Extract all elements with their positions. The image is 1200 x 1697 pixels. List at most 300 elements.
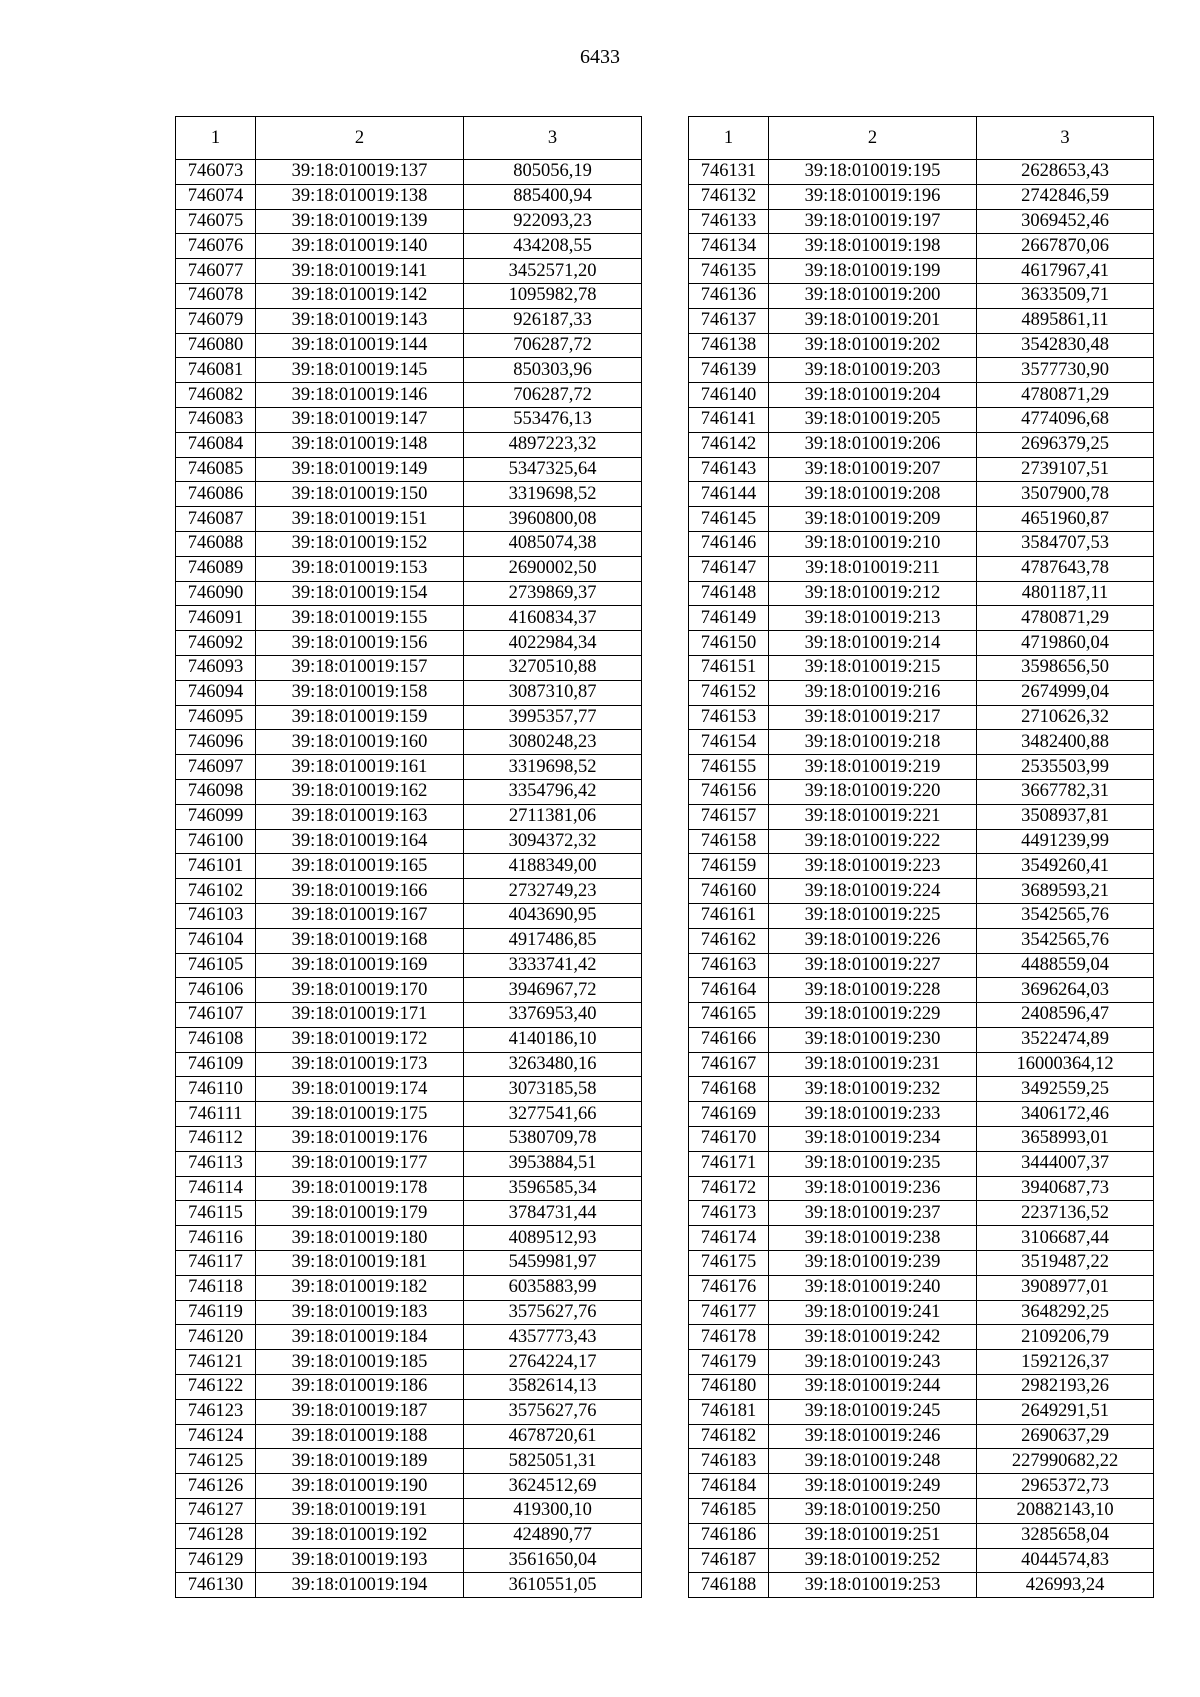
row-number-cell: 746134 [689,234,769,259]
value-cell: 3519487,22 [977,1251,1154,1276]
value-cell: 3940687,73 [977,1176,1154,1201]
cadastral-number-cell: 39:18:010019:176 [256,1127,464,1152]
row-number-cell: 746138 [689,333,769,358]
cadastral-number-cell: 39:18:010019:169 [256,953,464,978]
cadastral-number-cell: 39:18:010019:221 [769,804,977,829]
value-cell: 3633509,71 [977,283,1154,308]
value-cell: 3263480,16 [464,1052,642,1077]
table-row [689,854,1154,879]
cadastral-number-cell: 39:18:010019:222 [769,829,977,854]
cadastral-number-cell: 39:18:010019:236 [769,1176,977,1201]
row-number-cell: 746104 [176,928,256,953]
table-row [689,1003,1154,1028]
table-row [689,1449,1154,1474]
table-row [689,1052,1154,1077]
cadastral-number-cell: 39:18:010019:250 [769,1499,977,1524]
row-number-cell: 746148 [689,581,769,606]
cadastral-number-cell: 39:18:010019:253 [769,1573,977,1598]
cadastral-number-cell: 39:18:010019:145 [256,358,464,383]
row-number-cell: 746082 [176,383,256,408]
cadastral-number-cell: 39:18:010019:204 [769,383,977,408]
table-row [176,1027,642,1052]
row-number-cell: 746145 [689,507,769,532]
row-number-cell: 746117 [176,1251,256,1276]
row-number-cell: 746094 [176,680,256,705]
row-number-cell: 746111 [176,1102,256,1127]
cadastral-number-cell: 39:18:010019:158 [256,680,464,705]
page-number: 6433 [580,46,620,68]
cadastral-number-cell: 39:18:010019:215 [769,655,977,680]
cadastral-number-cell: 39:18:010019:143 [256,308,464,333]
value-cell: 227990682,22 [977,1449,1154,1474]
row-number-cell: 746154 [689,730,769,755]
table-row [689,730,1154,755]
value-cell: 3953884,51 [464,1151,642,1176]
table-row [176,730,642,755]
cadastral-number-cell: 39:18:010019:193 [256,1548,464,1573]
row-number-cell: 746114 [176,1176,256,1201]
value-cell: 2667870,06 [977,234,1154,259]
value-cell: 4774096,68 [977,407,1154,432]
row-number-cell: 746115 [176,1201,256,1226]
row-number-cell: 746135 [689,259,769,284]
value-cell: 3106687,44 [977,1226,1154,1251]
value-cell: 3376953,40 [464,1003,642,1028]
row-number-cell: 746188 [689,1573,769,1598]
table-row [689,1102,1154,1127]
cadastral-number-cell: 39:18:010019:177 [256,1151,464,1176]
value-cell: 3596585,34 [464,1176,642,1201]
value-cell: 3624512,69 [464,1474,642,1499]
row-number-cell: 746170 [689,1127,769,1152]
table-row [176,978,642,1003]
row-number-cell: 746171 [689,1151,769,1176]
value-cell: 4897223,32 [464,432,642,457]
row-number-cell: 746074 [176,184,256,209]
table-row [689,283,1154,308]
table-row [176,234,642,259]
cadastral-number-cell: 39:18:010019:224 [769,879,977,904]
row-number-cell: 746160 [689,879,769,904]
value-cell: 3087310,87 [464,680,642,705]
cadastral-number-cell: 39:18:010019:179 [256,1201,464,1226]
table-row [176,1474,642,1499]
row-number-cell: 746178 [689,1325,769,1350]
table-row [176,531,642,556]
row-number-cell: 746110 [176,1077,256,1102]
row-number-cell: 746120 [176,1325,256,1350]
cadastral-number-cell: 39:18:010019:190 [256,1474,464,1499]
table-row [176,1499,642,1524]
row-number-cell: 746090 [176,581,256,606]
row-number-cell: 746113 [176,1151,256,1176]
table-row [689,1548,1154,1573]
cadastral-number-cell: 39:18:010019:244 [769,1375,977,1400]
table-row [689,978,1154,1003]
row-number-cell: 746108 [176,1027,256,1052]
cadastral-number-cell: 39:18:010019:149 [256,457,464,482]
row-number-cell: 746130 [176,1573,256,1598]
cadastral-number-cell: 39:18:010019:194 [256,1573,464,1598]
value-cell: 3507900,78 [977,482,1154,507]
cadastral-number-cell: 39:18:010019:225 [769,903,977,928]
row-number-cell: 746078 [176,283,256,308]
table-row [176,507,642,532]
row-number-cell: 746147 [689,556,769,581]
value-cell: 3319698,52 [464,482,642,507]
cadastral-number-cell: 39:18:010019:206 [769,432,977,457]
table-row [176,953,642,978]
table-row [689,358,1154,383]
table-row [689,1077,1154,1102]
table-row [176,1003,642,1028]
row-number-cell: 746089 [176,556,256,581]
table-row [176,1127,642,1152]
cadastral-number-cell: 39:18:010019:184 [256,1325,464,1350]
row-number-cell: 746157 [689,804,769,829]
cadastral-number-cell: 39:18:010019:200 [769,283,977,308]
value-cell: 3582614,13 [464,1375,642,1400]
value-cell: 426993,24 [977,1573,1154,1598]
row-number-cell: 746165 [689,1003,769,1028]
row-number-cell: 746088 [176,531,256,556]
row-number-cell: 746159 [689,854,769,879]
table-row [176,1424,642,1449]
value-cell: 3667782,31 [977,779,1154,804]
row-number-cell: 746098 [176,779,256,804]
row-number-cell: 746183 [689,1449,769,1474]
value-cell: 4488559,04 [977,953,1154,978]
table-row [689,1300,1154,1325]
row-number-cell: 746163 [689,953,769,978]
cadastral-number-cell: 39:18:010019:211 [769,556,977,581]
value-cell: 3577730,90 [977,358,1154,383]
row-number-cell: 746182 [689,1424,769,1449]
row-number-cell: 746137 [689,308,769,333]
cadastral-number-cell: 39:18:010019:192 [256,1523,464,1548]
column-header-3: 3 [977,117,1154,160]
cadastral-number-cell: 39:18:010019:178 [256,1176,464,1201]
table-row [176,482,642,507]
table-row [176,854,642,879]
cadastral-number-cell: 39:18:010019:246 [769,1424,977,1449]
cadastral-number-cell: 39:18:010019:166 [256,879,464,904]
row-number-cell: 746151 [689,655,769,680]
value-cell: 3542565,76 [977,928,1154,953]
cadastral-number-cell: 39:18:010019:201 [769,308,977,333]
table-row [689,1573,1154,1598]
table-row [176,283,642,308]
table-row [176,1251,642,1276]
cadastral-number-cell: 39:18:010019:183 [256,1300,464,1325]
row-number-cell: 746076 [176,234,256,259]
table-row [689,829,1154,854]
cadastral-number-cell: 39:18:010019:144 [256,333,464,358]
value-cell: 3648292,25 [977,1300,1154,1325]
cadastral-number-cell: 39:18:010019:148 [256,432,464,457]
value-cell: 2690002,50 [464,556,642,581]
table-row [176,655,642,680]
value-cell: 16000364,12 [977,1052,1154,1077]
table-row [689,308,1154,333]
cadastral-number-cell: 39:18:010019:161 [256,755,464,780]
row-number-cell: 746131 [689,160,769,185]
value-cell: 2711381,06 [464,804,642,829]
table-row [689,1474,1154,1499]
value-cell: 2732749,23 [464,879,642,904]
cadastral-number-cell: 39:18:010019:209 [769,507,977,532]
value-cell: 4651960,87 [977,507,1154,532]
row-number-cell: 746095 [176,705,256,730]
value-cell: 419300,10 [464,1499,642,1524]
value-cell: 3610551,05 [464,1573,642,1598]
value-cell: 5380709,78 [464,1127,642,1152]
value-cell: 3080248,23 [464,730,642,755]
table-row [689,631,1154,656]
value-cell: 4140186,10 [464,1027,642,1052]
cadastral-number-cell: 39:18:010019:142 [256,283,464,308]
row-number-cell: 746144 [689,482,769,507]
row-number-cell: 746133 [689,209,769,234]
cadastral-number-cell: 39:18:010019:185 [256,1350,464,1375]
cadastral-number-cell: 39:18:010019:188 [256,1424,464,1449]
table-row [176,1523,642,1548]
row-number-cell: 746149 [689,606,769,631]
cadastral-number-cell: 39:18:010019:210 [769,531,977,556]
table-row [176,1201,642,1226]
table-row [689,333,1154,358]
value-cell: 434208,55 [464,234,642,259]
table-row [176,259,642,284]
value-cell: 5347325,64 [464,457,642,482]
value-cell: 4044574,83 [977,1548,1154,1573]
cadastral-number-cell: 39:18:010019:216 [769,680,977,705]
value-cell: 4043690,95 [464,903,642,928]
cadastral-number-cell: 39:18:010019:218 [769,730,977,755]
cadastral-number-cell: 39:18:010019:233 [769,1102,977,1127]
row-number-cell: 746168 [689,1077,769,1102]
table-row [689,1201,1154,1226]
table-row [176,358,642,383]
table-row [176,407,642,432]
value-cell: 1095982,78 [464,283,642,308]
value-cell: 3333741,42 [464,953,642,978]
row-number-cell: 746132 [689,184,769,209]
row-number-cell: 746126 [176,1474,256,1499]
value-cell: 2982193,26 [977,1375,1154,1400]
row-number-cell: 746079 [176,308,256,333]
table-row [689,184,1154,209]
row-number-cell: 746184 [689,1474,769,1499]
row-number-cell: 746121 [176,1350,256,1375]
value-cell: 4780871,29 [977,606,1154,631]
cadastral-number-cell: 39:18:010019:227 [769,953,977,978]
value-cell: 4089512,93 [464,1226,642,1251]
table-row [689,1325,1154,1350]
value-cell: 4085074,38 [464,531,642,556]
cadastral-number-cell: 39:18:010019:139 [256,209,464,234]
value-cell: 2739869,37 [464,581,642,606]
row-number-cell: 746125 [176,1449,256,1474]
column-header-3: 3 [464,117,642,160]
table-row [689,1176,1154,1201]
row-number-cell: 746146 [689,531,769,556]
cadastral-number-cell: 39:18:010019:248 [769,1449,977,1474]
cadastral-number-cell: 39:18:010019:157 [256,655,464,680]
cadastral-number-cell: 39:18:010019:212 [769,581,977,606]
row-number-cell: 746118 [176,1275,256,1300]
cadastral-number-cell: 39:18:010019:207 [769,457,977,482]
row-number-cell: 746092 [176,631,256,656]
column-header-1: 1 [689,117,769,160]
value-cell: 706287,72 [464,333,642,358]
table-row [176,1573,642,1598]
value-cell: 4160834,37 [464,606,642,631]
table-row [176,1449,642,1474]
cadastral-number-cell: 39:18:010019:235 [769,1151,977,1176]
cadastral-number-cell: 39:18:010019:203 [769,358,977,383]
cadastral-number-cell: 39:18:010019:164 [256,829,464,854]
value-cell: 850303,96 [464,358,642,383]
table-row [689,1523,1154,1548]
row-number-cell: 746123 [176,1399,256,1424]
cadastral-number-cell: 39:18:010019:138 [256,184,464,209]
value-cell: 805056,19 [464,160,642,185]
value-cell: 2764224,17 [464,1350,642,1375]
cadastral-number-cell: 39:18:010019:150 [256,482,464,507]
table-row [689,1375,1154,1400]
row-number-cell: 746153 [689,705,769,730]
table-row [176,1226,642,1251]
column-header-2: 2 [256,117,464,160]
value-cell: 3689593,21 [977,879,1154,904]
row-number-cell: 746141 [689,407,769,432]
value-cell: 2535503,99 [977,755,1154,780]
cadastral-number-cell: 39:18:010019:163 [256,804,464,829]
row-number-cell: 746180 [689,1375,769,1400]
cadastral-number-cell: 39:18:010019:137 [256,160,464,185]
left-table-body [176,160,642,1598]
row-number-cell: 746162 [689,928,769,953]
row-number-cell: 746109 [176,1052,256,1077]
cadastral-number-cell: 39:18:010019:234 [769,1127,977,1152]
value-cell: 4780871,29 [977,383,1154,408]
row-number-cell: 746156 [689,779,769,804]
table-row [176,1300,642,1325]
value-cell: 2649291,51 [977,1399,1154,1424]
value-cell: 706287,72 [464,383,642,408]
cadastral-number-cell: 39:18:010019:167 [256,903,464,928]
table-row [689,1151,1154,1176]
value-cell: 2965372,73 [977,1474,1154,1499]
table-row [176,705,642,730]
value-cell: 2739107,51 [977,457,1154,482]
cadastral-number-cell: 39:18:010019:146 [256,383,464,408]
table-row [176,1350,642,1375]
row-number-cell: 746172 [689,1176,769,1201]
table-row [689,953,1154,978]
row-number-cell: 746176 [689,1275,769,1300]
table-row [689,1226,1154,1251]
value-cell: 922093,23 [464,209,642,234]
value-cell: 1592126,37 [977,1350,1154,1375]
row-number-cell: 746122 [176,1375,256,1400]
left-table [175,116,642,1598]
table-row [176,1151,642,1176]
value-cell: 3561650,04 [464,1548,642,1573]
table-row [689,903,1154,928]
value-cell: 2710626,32 [977,705,1154,730]
value-cell: 885400,94 [464,184,642,209]
value-cell: 3094372,32 [464,829,642,854]
cadastral-number-cell: 39:18:010019:180 [256,1226,464,1251]
table-row [689,1350,1154,1375]
cadastral-number-cell: 39:18:010019:159 [256,705,464,730]
row-number-cell: 746158 [689,829,769,854]
value-cell: 2628653,43 [977,160,1154,185]
value-cell: 4801187,11 [977,581,1154,606]
cadastral-number-cell: 39:18:010019:170 [256,978,464,1003]
cadastral-number-cell: 39:18:010019:249 [769,1474,977,1499]
cadastral-number-cell: 39:18:010019:220 [769,779,977,804]
table-row [176,308,642,333]
cadastral-number-cell: 39:18:010019:226 [769,928,977,953]
table-row [689,482,1154,507]
value-cell: 4188349,00 [464,854,642,879]
table-row [176,184,642,209]
row-number-cell: 746101 [176,854,256,879]
cadastral-number-cell: 39:18:010019:242 [769,1325,977,1350]
cadastral-number-cell: 39:18:010019:189 [256,1449,464,1474]
value-cell: 3277541,66 [464,1102,642,1127]
cadastral-number-cell: 39:18:010019:237 [769,1201,977,1226]
cadastral-number-cell: 39:18:010019:140 [256,234,464,259]
cadastral-number-cell: 39:18:010019:243 [769,1350,977,1375]
table-row [689,432,1154,457]
table-row [689,556,1154,581]
row-number-cell: 746136 [689,283,769,308]
table-row [689,407,1154,432]
table-row [176,1077,642,1102]
row-number-cell: 746103 [176,903,256,928]
cadastral-number-cell: 39:18:010019:187 [256,1399,464,1424]
table-row [689,1424,1154,1449]
cadastral-number-cell: 39:18:010019:186 [256,1375,464,1400]
cadastral-number-cell: 39:18:010019:171 [256,1003,464,1028]
cadastral-number-cell: 39:18:010019:208 [769,482,977,507]
value-cell: 3069452,46 [977,209,1154,234]
table-row [689,209,1154,234]
cadastral-number-cell: 39:18:010019:168 [256,928,464,953]
row-number-cell: 746186 [689,1523,769,1548]
cadastral-number-cell: 39:18:010019:229 [769,1003,977,1028]
value-cell: 4022984,34 [464,631,642,656]
cadastral-number-cell: 39:18:010019:199 [769,259,977,284]
table-row [176,383,642,408]
table-row [176,432,642,457]
table-row [176,1548,642,1573]
row-number-cell: 746167 [689,1052,769,1077]
value-cell: 3908977,01 [977,1275,1154,1300]
table-row [689,606,1154,631]
value-cell: 2237136,52 [977,1201,1154,1226]
value-cell: 3696264,03 [977,978,1154,1003]
cadastral-number-cell: 39:18:010019:156 [256,631,464,656]
row-number-cell: 746164 [689,978,769,1003]
row-number-cell: 746124 [176,1424,256,1449]
row-number-cell: 746106 [176,978,256,1003]
table-row [176,680,642,705]
